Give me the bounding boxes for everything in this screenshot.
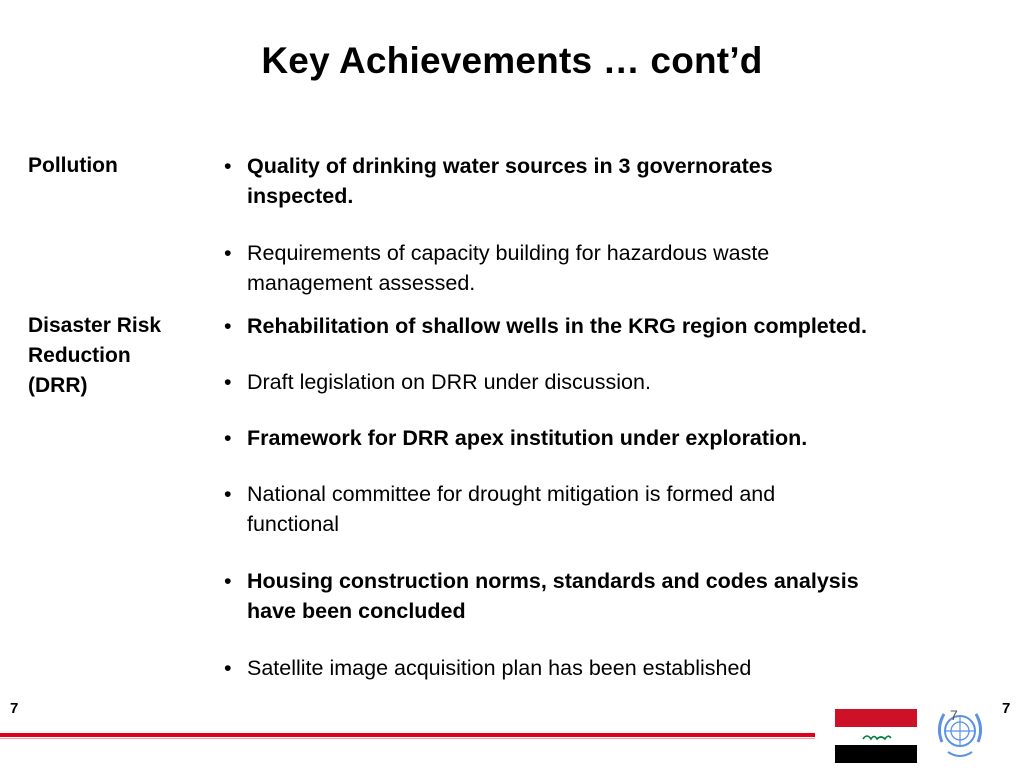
bullet-text-line: management assessed. — [247, 271, 476, 295]
bullet-text-line: Rehabilitation of shallow wells in the KRG region completed. — [247, 314, 867, 338]
iraq-flag-icon — [835, 709, 917, 763]
bullet-text-line: Draft legislation on DRR under discussion. — [247, 370, 651, 394]
bullet-text-line: functional — [247, 512, 340, 536]
bullet-dot: • — [224, 370, 232, 394]
bullet-text-line: Satellite image acquisition plan has been established — [247, 656, 752, 680]
bullet-dot: • — [224, 656, 232, 680]
bullet-text-line: inspected. — [247, 184, 354, 208]
section-label-drr — [28, 311, 161, 401]
bullet-dot: • — [224, 314, 232, 338]
page-number-left: 7 — [10, 700, 19, 717]
bullet-dot: • — [224, 426, 232, 450]
footer-red-line — [0, 733, 815, 737]
label-line: (DRR) — [28, 374, 88, 397]
label-line: Pollution — [28, 154, 118, 177]
page-number-overlay: 7 — [950, 707, 958, 723]
section-label-pollution — [28, 151, 118, 181]
label-line: Disaster Risk — [28, 314, 162, 337]
bullet-text-line: Framework for DRR apex institution under exploration. — [247, 426, 808, 450]
bullet-dot: • — [224, 241, 232, 265]
bullet-text-line: National committee for drought mitigation is formed and — [247, 482, 776, 506]
bullet-dot: • — [224, 154, 232, 178]
page-number-right: 7 — [1002, 700, 1011, 717]
footer-line-shadow — [0, 738, 815, 739]
un-emblem-icon — [934, 706, 986, 762]
bullet-dot: • — [224, 482, 232, 506]
slide-title: Key Achievements … cont’d — [261, 40, 763, 81]
bullet-text-line: Housing construction norms, standards and codes analysis — [247, 569, 859, 593]
label-line: Reduction — [28, 344, 131, 367]
bullet-dot: • — [224, 569, 232, 593]
bullet-text-line: have been concluded — [247, 599, 466, 623]
bullet-text-line: Quality of drinking water sources in 3 governorates — [247, 154, 773, 178]
bullet-text-line: Requirements of capacity building for hazardous waste — [247, 241, 770, 265]
